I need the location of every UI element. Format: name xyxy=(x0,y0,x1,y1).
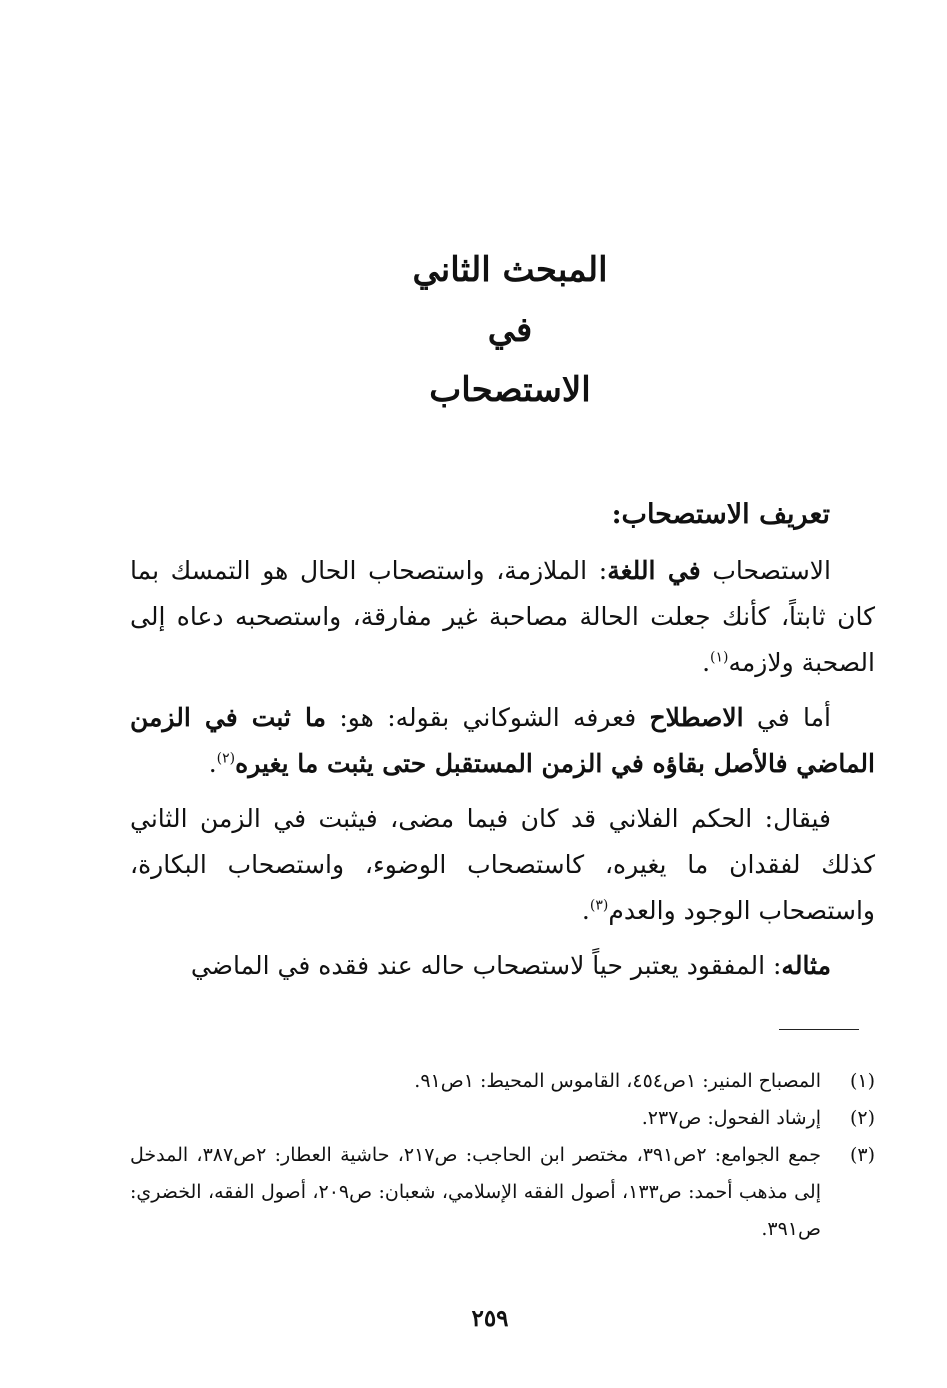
title-line-3: الاستصحاب xyxy=(429,370,591,410)
p2-text-start: أما في xyxy=(743,703,831,732)
footnote-3 xyxy=(130,1137,875,1248)
footnote-ref-3[interactable]: (٣) xyxy=(589,897,609,914)
p1-end: . xyxy=(702,648,711,677)
p2-bold-definition: ما ثبت في الزمن الماضي فالأصل بقاؤه في الزمن المستقبل حتى يثبت ما يغيره xyxy=(130,703,875,778)
p4-text: : المفقود يعتبر حياً لاستصحاب حاله عند فقده في الماضي xyxy=(190,951,782,980)
page-number: ٢٥٩ xyxy=(471,1305,509,1332)
title-line-1: المبحث الثاني xyxy=(412,250,608,290)
section-heading: تعريف الاستصحاب: xyxy=(611,499,830,530)
p2-text-mid: فعرفه الشوكاني بقوله: هو: xyxy=(325,703,650,732)
footnote-2 xyxy=(130,1100,875,1137)
footnotes xyxy=(130,1063,875,1248)
paragraph-explanation xyxy=(130,796,875,934)
footnote-ref-2[interactable]: (٢) xyxy=(216,750,236,767)
p2-bold-term: الاصطلاح xyxy=(649,703,744,732)
paragraph-technical-definition xyxy=(130,695,875,787)
p1-bold-term: في اللغة xyxy=(607,556,701,585)
footnote-text: المصباح المنير: ١ص٤٥٤، القاموس المحيط: ١ص٩١. xyxy=(414,1070,821,1092)
body-text xyxy=(130,548,875,989)
p2-end: . xyxy=(208,749,217,778)
footnote-number: (٣) xyxy=(849,1144,875,1166)
p3-end: . xyxy=(581,896,590,925)
title-line-2: في xyxy=(487,310,533,350)
footnote-text: إرشاد الفحول: ص٢٣٧. xyxy=(641,1107,821,1129)
p3-text: فيقال: الحكم الفلاني قد كان فيما مضى، فيثبت في الزمن الثاني كذلك لفقدان ما يغيره، كاستصحاب الوضوء، واستصحاب البكارة، واستصحاب الوجود والعدم xyxy=(130,804,875,925)
footnote-separator xyxy=(779,1029,859,1030)
paragraph-example xyxy=(130,943,875,989)
footnote-ref-1[interactable]: (١) xyxy=(710,649,729,666)
p1-text-start: الاستصحاب xyxy=(700,556,831,585)
paragraph-linguistic-definition xyxy=(130,548,875,686)
footnote-number: (١) xyxy=(849,1070,875,1092)
footnote-1 xyxy=(130,1063,875,1100)
p4-bold-label: مثاله xyxy=(781,951,831,980)
chapter-title xyxy=(300,240,720,420)
footnote-number: (٢) xyxy=(849,1107,875,1129)
footnote-text: جمع الجوامع: ٢ص٣٩١، مختصر ابن الحاجب: ص٢١٧، حاشية العطار: ٢ص٣٨٧، المدخل إلى مذهب أحمد: ص١٣٣، أصول الفقه الإسلامي، شعبان: ص٢٠٩، أصول الفقه، الخضري: ص٣٩١. xyxy=(130,1144,822,1240)
p1-text-rest: : الملازمة، واستصحاب الحال هو التمسك بما كان ثابتاً، كأنك جعلت الحالة مصاحبة غير مفارقة، واستصحبه دعاه إلى الصحبة ولازمه xyxy=(130,556,875,677)
